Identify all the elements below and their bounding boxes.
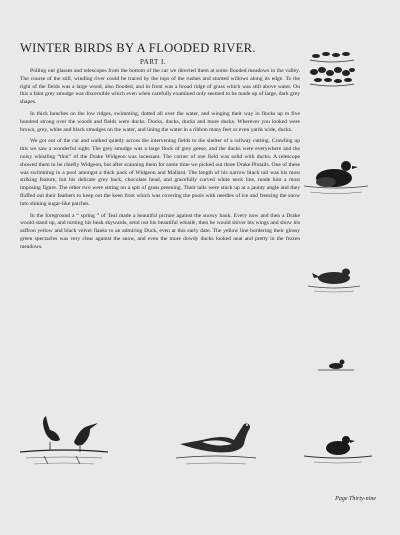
wading-birds-illustration: [16, 412, 112, 474]
page-number: Page Thirty-nine: [335, 496, 376, 502]
article-body: [20, 68, 300, 256]
floating-ducks-illustration: [302, 430, 374, 474]
resting-duck-illustration: [304, 262, 364, 296]
pintail-drake-illustration: [172, 416, 260, 472]
flock-on-bank-illustration: [306, 46, 358, 90]
paragraph-1: Pulling out glasses and telescopes from the bottom of the car we directed them at some flooded meadows in the valley. The course of the still, winding river could be traced by the tops of the rushes and stunted willows along its edge. To the right of the fields was a large wood, also flooded, and in front was a broad ridge of grass which was still above water. On this a faint grey smudge was discernible which even when carefully examined only seemed to be made up of large, dark grey shapes.: [20, 68, 300, 106]
small-duck-illustration: [316, 354, 356, 378]
paragraph-2: In thick bunches on the low ridges, swimming, dotted all over the water, and winging their way in flocks up to five hundred strong over the woods and fields were ducks. Ducks, ducks, ducks and more ducks. Wherever you looked were brown, grey, white and black smudges on the water, and lining the water in a ribbon many feet or even yards wide, ducks.: [20, 110, 300, 133]
page-title: WINTER BIRDS BY A FLOODED RIVER.: [20, 41, 256, 55]
part-heading: PART I.: [140, 58, 167, 66]
paragraph-3: We got out of the car and walked quietly across the intervening fields to the shelter of a railway cutting. Crawling up this we saw a wonderful sight. The grey smudge was a large flock of grey geese, and the ducks were everywhere and the noisy whistling “thui” of the Drake Widgeon was incessant. The corner of one field was solid with ducks. A telescope showed them to be chiefly Widgeon, but after scanning them for some time we picked out three Drake Pintails. One of these was swimming in a pool amongst a thick pack of Widgeon and Mallard. The length of his narrow black tail was his most striking feature, but his delicate grey back, chocolate head, and gracefully curved white neck line, made him a most imposing figure. The other two were sitting on a spit of grass preening. Their tails were stuck up at a jaunty angle and they fluffed out their feathers to keep out the keen frost which was covering the pools with needles of ice and freezing the snow into shining sugar-like patches.: [20, 138, 300, 207]
paragraph-4: In the foreground a “ spring ” of Teal made a beautiful picture against the snowy bank. Every now and then a Drake would stand up, and turning his beak skywards, send out his beautiful whistle, then he would shiver his wings and show his saffron yellow and black velvet flanks to an admiring Duck, even at this early date. The yellow line bordering their glossy green spectacles was very clear against the snow, and even the more dowdy ducks looked neat and pretty in the frozen meadows.: [20, 212, 300, 250]
swimming-ducks-illustration: [300, 152, 372, 202]
